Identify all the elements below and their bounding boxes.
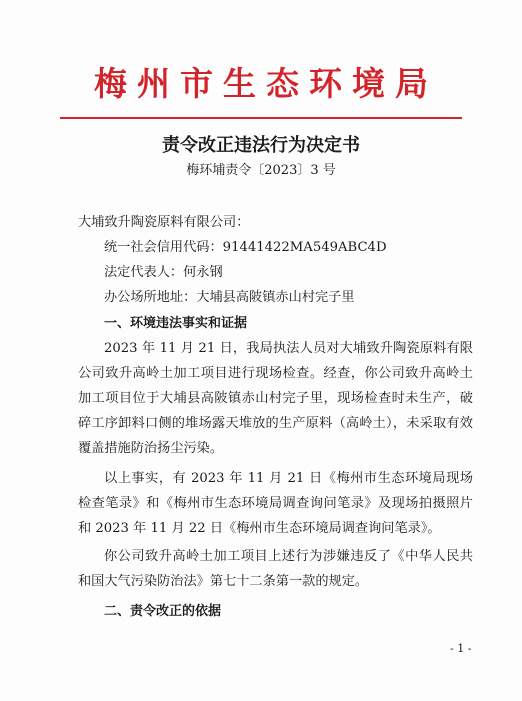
document-number: 梅环埔责令〔2023〕3 号 [186,163,336,178]
legal-rep-line: 法定代表人：何永钢 [104,265,223,280]
section-heading-violation-facts: 一、环境违法事实和证据 [104,316,248,331]
document-title: 责令改正违法行为决定书 [162,135,360,156]
credit-code-line: 统一社会信用代码：91441422MA549ABC4D [104,240,387,255]
section-heading-correction-basis: 二、责令改正的依据 [104,604,222,619]
evidence-paragraph: 以上事实，有 2023 年 11 月 21 日《梅州市生态环境局现场检查笔录》和《梅州市生态环境局调查询问笔录》及现场拍摄照片和 2023 年 11 月 22 日《梅州市生态环境局调查询问笔录》。 [78,471,473,536]
address-line: 办公场所地址：大埔县高陂镇赤山村完子里 [104,290,355,305]
document-body [78,0,473,701]
legal-violation-paragraph: 你公司致升高岭土加工项目上述行为涉嫌违反了《中华人民共和国大气污染防治法》第七十二条第一款的规定。 [78,549,473,589]
recipient-line: 大埔致升陶瓷原料有限公司： [78,215,250,230]
page-number: - 1 - [450,642,472,655]
violation-facts-paragraph: 2023 年 11 月 21 日，我局执法人员对大埔致升陶瓷原料有限公司致升高岭土加工项目进行现场检查。经查，你公司致升高岭土加工项目位于大埔县高陂镇赤山村完子里，现场检查时未生产，破碎工序卸料口侧的堆场露天堆放的生产原料（高岭土），未采取有效覆盖措施防治扬尘污染。 [78,341,473,456]
agency-masthead: 梅州市生态环境局 [94,64,438,103]
